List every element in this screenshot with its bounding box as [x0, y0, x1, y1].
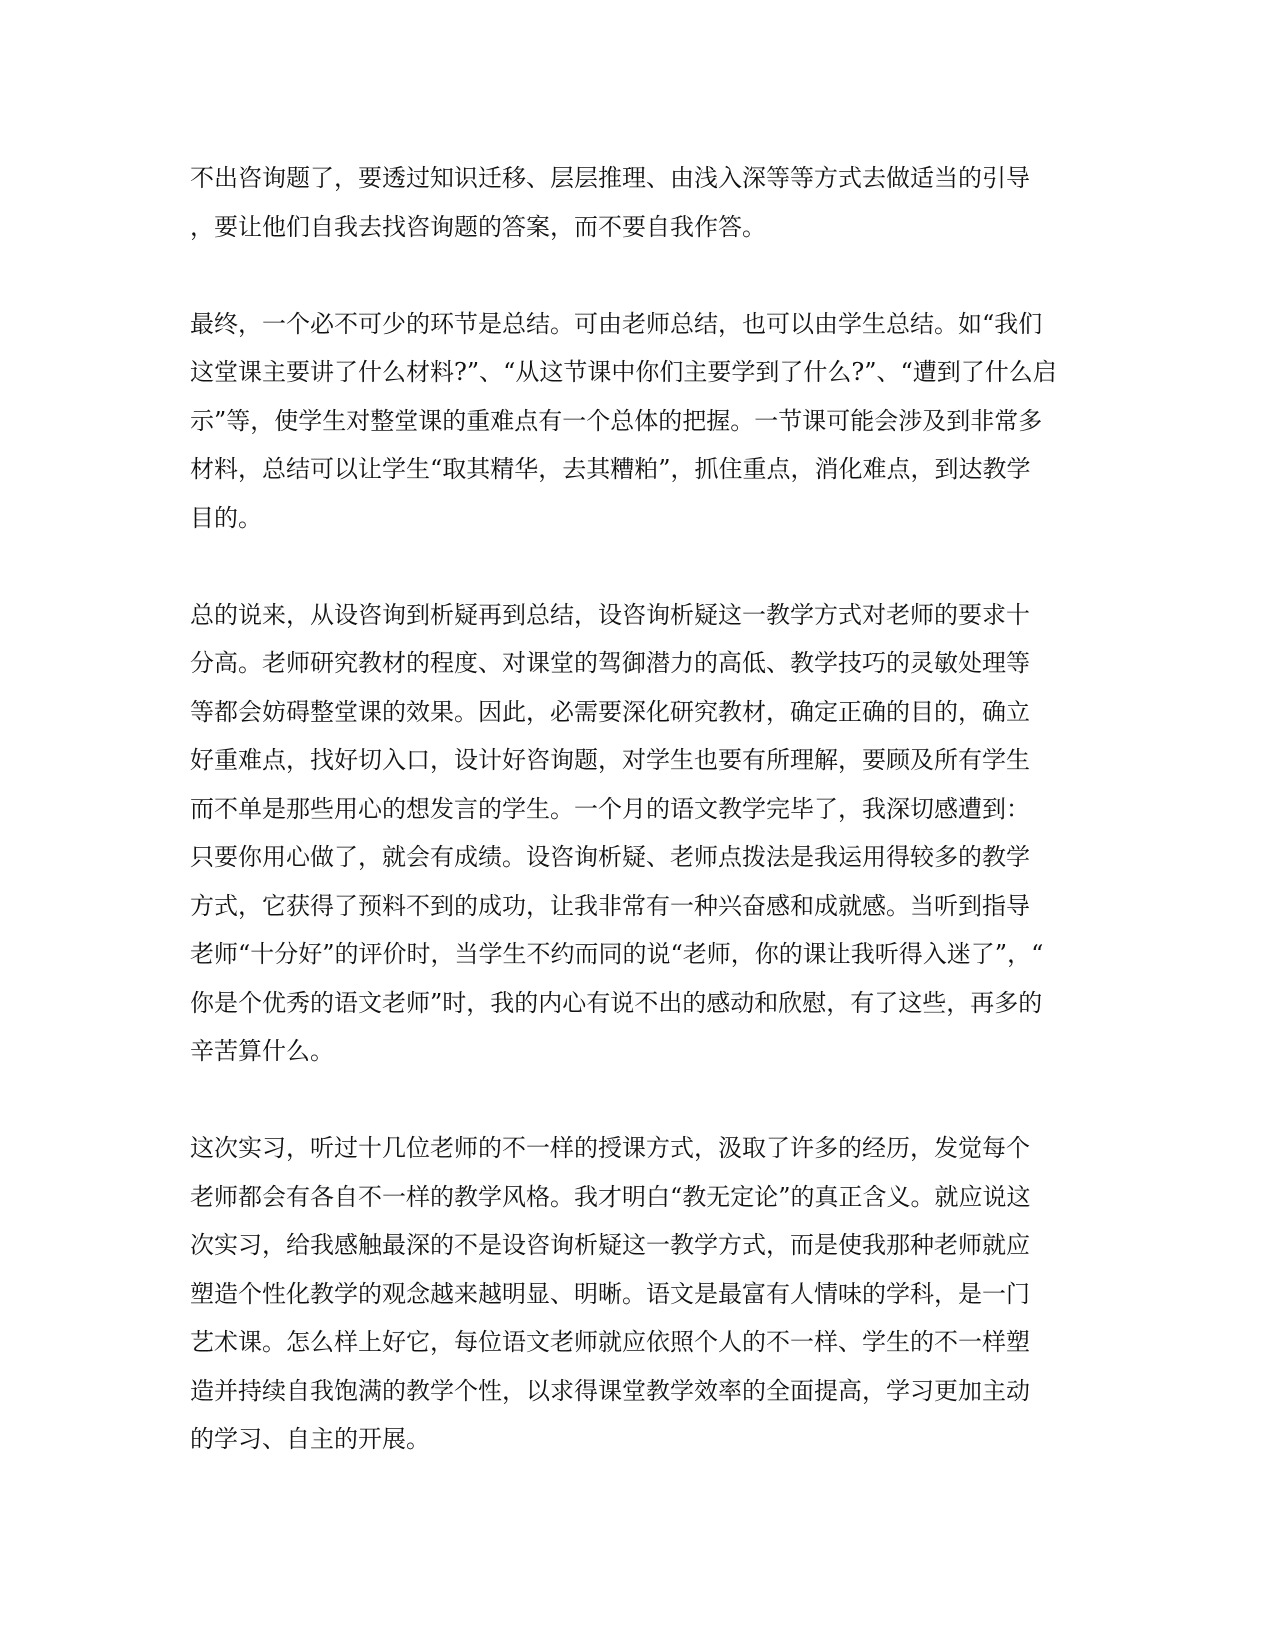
text-line: 等都会妨碍整堂课的效果。因此，必需要深化研究教材，确定正确的目的，确立: [190, 697, 1030, 726]
text-line: 老师“十分好”的评价时，当学生不约而同的说“老师，你的课让我听得入迷了”，“: [190, 940, 1044, 968]
document-body: [190, 154, 1070, 1464]
text-line: 只要你用心做了，就会有成绩。设咨询析疑、老师点拨法是我运用得较多的教学: [190, 843, 1030, 871]
text-line: 塑造个性化教学的观念越来越明显、明晰。语文是最富有人情味的学科，是一门: [190, 1279, 1030, 1308]
text-line: 这次实习，听过十几位老师的不一样的授课方式，汲取了许多的经历，发觉每个: [190, 1134, 1030, 1162]
text-line: 而不单是那些用心的想发言的学生。一个月的语文教学完毕了，我深切感遭到：: [190, 794, 1030, 823]
text-line: 的学习、自主的开展。: [190, 1425, 430, 1453]
text-line: 方式，它获得了预料不到的成功，让我非常有一种兴奋感和成就感。当听到指导: [190, 891, 1030, 920]
text-line: ，要让他们自我去找咨询题的答案，而不要自我作答。: [190, 212, 766, 241]
paragraph-summary: [190, 300, 1070, 543]
text-line: 材料，总结可以让学生“取其精华，去其糟粕”，抓住重点，消化难点，到达教学: [190, 455, 1031, 483]
paragraph-guidance: [190, 154, 1070, 251]
paragraph-internship: [190, 1124, 1070, 1464]
text-line: 目的。: [190, 503, 262, 532]
text-line: 你是个优秀的语文老师”时，我的内心有说不出的感动和欣慰，有了这些，再多的: [190, 988, 1043, 1017]
text-line: 辛苦算什么。: [190, 1037, 334, 1065]
text-line: 好重难点，找好切入口，设计好咨询题，对学生也要有所理解，要顾及所有学生: [190, 746, 1030, 774]
text-line: 艺术课。怎么样上好它，每位语文老师就应依照个人的不一样、学生的不一样塑: [190, 1328, 1030, 1356]
text-line: 分高。老师研究教材的程度、对课堂的驾御潜力的高低、教学技巧的灵敏处理等: [190, 649, 1030, 677]
text-line: 这堂课主要讲了什么材料?”、“从这节课中你们主要学到了什么?”、“遭到了什么启: [190, 358, 1057, 386]
text-line: 最终，一个必不可少的环节是总结。可由老师总结，也可以由学生总结。如“我们: [190, 309, 1043, 338]
text-line: 造并持续自我饱满的教学个性，以求得课堂教学效率的全面提高，学习更加主动: [190, 1376, 1030, 1405]
text-line: 不出咨询题了，要透过知识迁移、层层推理、由浅入深等等方式去做适当的引导: [190, 164, 1030, 192]
paragraph-overall: [190, 591, 1070, 1076]
text-line: 次实习，给我感触最深的不是设咨询析疑这一教学方式，而是使我那种老师就应: [190, 1231, 1030, 1259]
text-line: 老师都会有各自不一样的教学风格。我才明白“教无定论”的真正含义。就应说这: [190, 1182, 1031, 1211]
text-line: 示”等，使学生对整堂课的重难点有一个总体的把握。一节课可能会涉及到非常多: [190, 406, 1043, 435]
text-line: 总的说来，从设咨询到析疑再到总结，设咨询析疑这一教学方式对老师的要求十: [190, 600, 1030, 629]
